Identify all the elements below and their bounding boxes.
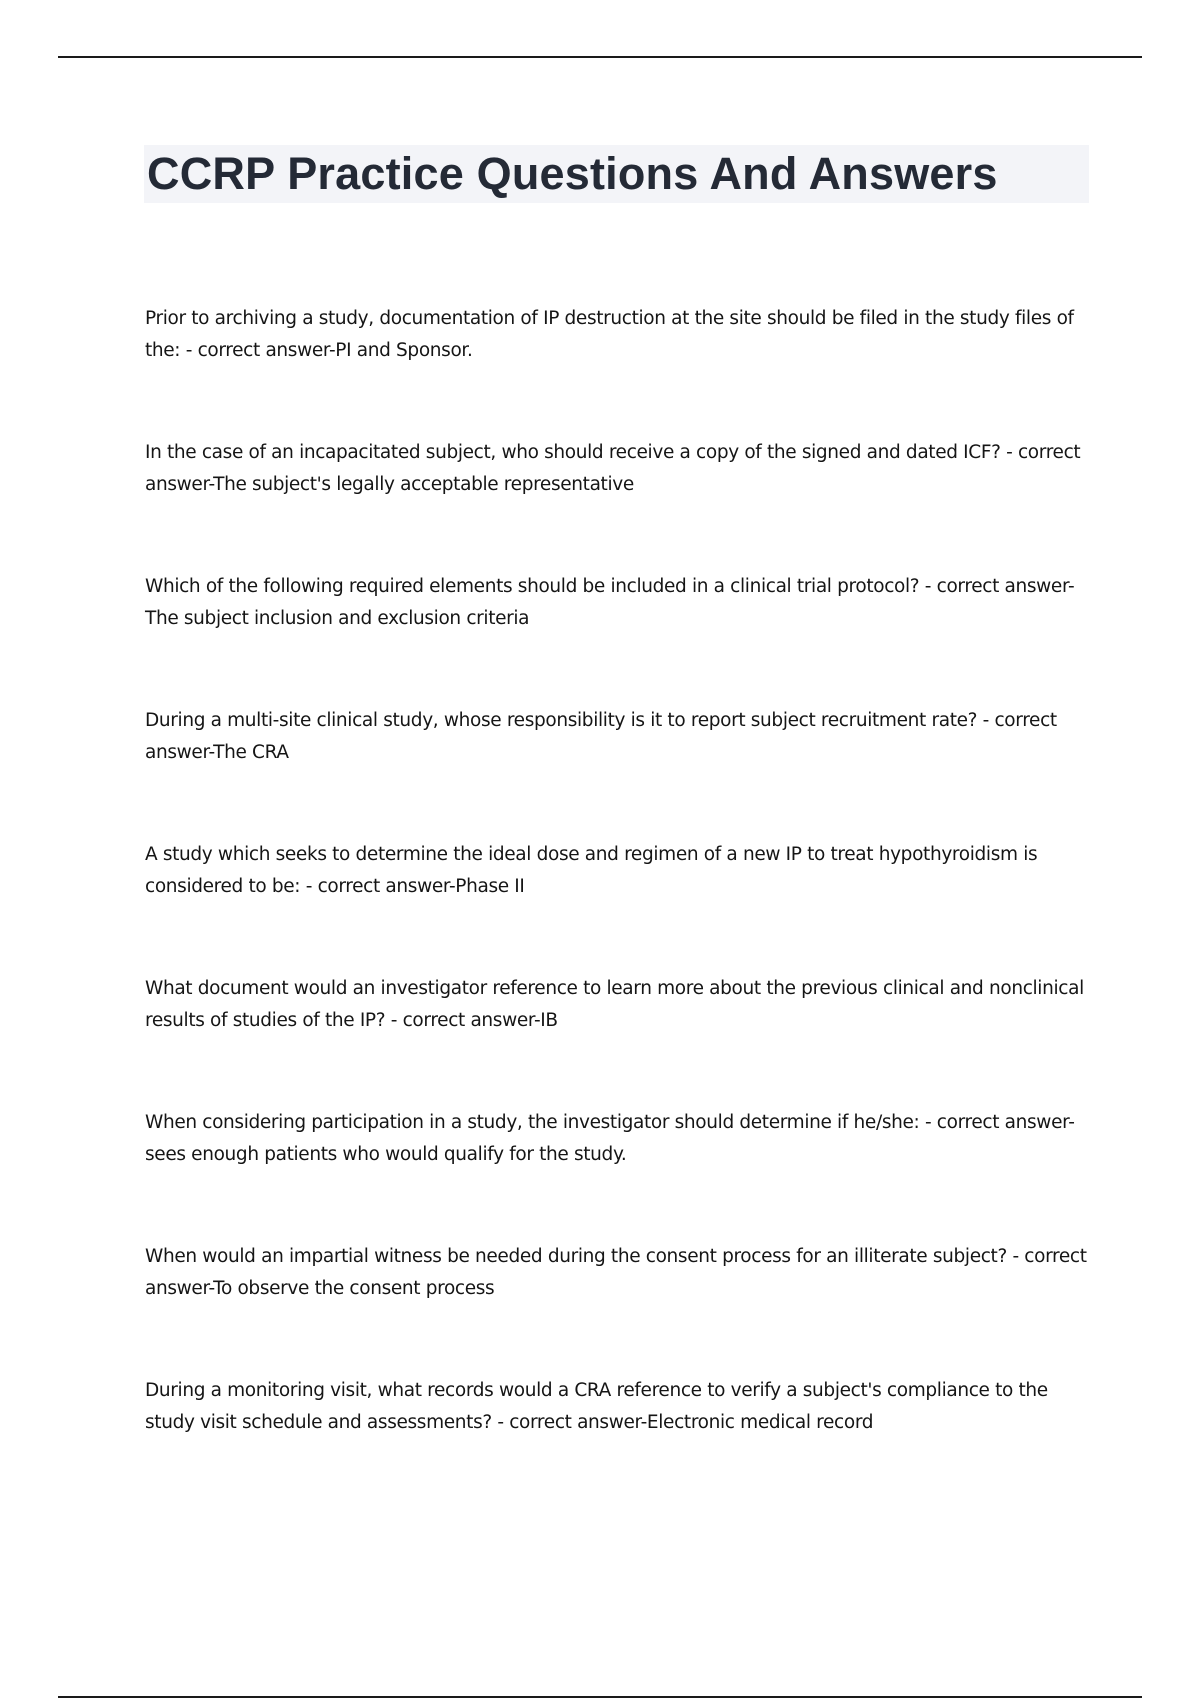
qa-list [145,303,1095,1509]
qa-item-7: When considering participation in a study, the investigator should determine if he/she: - correct answer-sees enough patients who would qualify for the study. [145,1112,1075,1165]
qa-item-8: When would an impartial witness be needed during the consent process for an illiterate subject? - correct answer-To observe the consent process [145,1246,1087,1299]
top-divider [58,56,1142,58]
qa-item-9: During a monitoring visit, what records would a CRA reference to verify a subject's compliance to the study visit schedule and assessments? - correct answer-Electronic medical record [145,1380,1048,1433]
bottom-divider [58,1696,1142,1698]
page-title: CCRP Practice Questions And Answers [147,148,998,199]
qa-item-5: A study which seeks to determine the ideal dose and regimen of a new IP to treat hypothyroidism is considered to be: - correct answer-Phase II [145,844,1038,897]
qa-item-4: During a multi-site clinical study, whose responsibility is it to report subject recruitment rate? - correct answer-The CRA [145,710,1057,763]
qa-item-6: What document would an investigator reference to learn more about the previous clinical and nonclinical results of studies of the IP? - correct answer-IB [145,978,1084,1031]
qa-item-1: Prior to archiving a study, documentation of IP destruction at the site should be filed in the study files of the: - correct answer-PI and Sponsor. [145,308,1074,361]
qa-item-2: In the case of an incapacitated subject, who should receive a copy of the signed and dated ICF? - correct answer-The subject's legally acceptable representative [145,442,1081,495]
qa-item-3: Which of the following required elements should be included in a clinical trial protocol? - correct answer-The subject inclusion and exclusion criteria [145,576,1075,629]
